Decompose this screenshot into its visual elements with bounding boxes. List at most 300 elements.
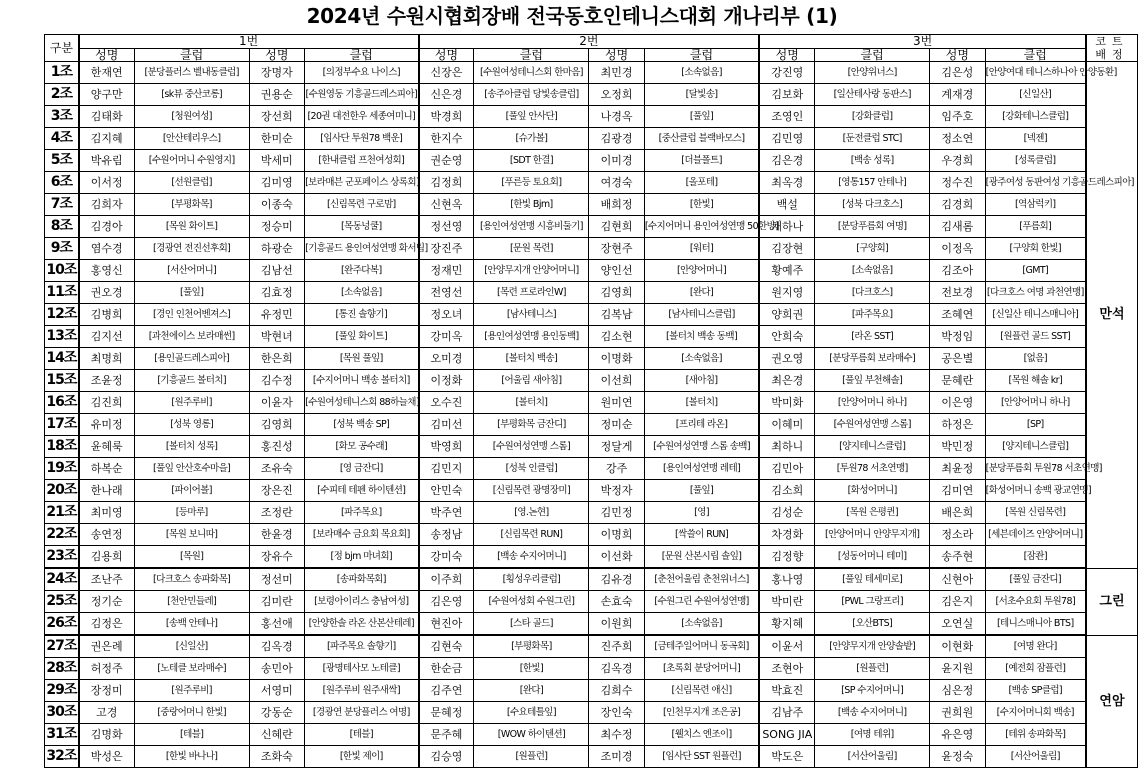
player-club: [원주루비] (134, 392, 249, 414)
player-name: 김영희 (249, 414, 304, 436)
player-name: 장진주 (419, 238, 474, 260)
player-club: [경인 인천어벤져스] (134, 304, 249, 326)
player-name: 배희정 (589, 194, 644, 216)
player-name: 조화숙 (249, 746, 304, 768)
bracket-body (45, 62, 1138, 768)
player-club: [신일산 테니스매니아] (985, 304, 1086, 326)
player-name: 문주혜 (419, 724, 474, 746)
player-club: [수원여성테니스회 88하늘채] (305, 392, 419, 414)
player-club: [잠좐] (985, 546, 1086, 569)
player-name: 심은정 (930, 680, 985, 702)
player-name: 김광경 (589, 128, 644, 150)
player-club: [풀잎 금잔디] (985, 568, 1086, 591)
player-name: 황지혜 (759, 613, 814, 636)
player-club: [서산어울림] (985, 746, 1086, 768)
group-header: 구분 (45, 35, 79, 62)
player-club: [한빛] (474, 658, 589, 680)
player-club: [횡성우리클럽] (474, 568, 589, 591)
player-club: [임사단 투원78 백운] (305, 128, 419, 150)
group-row (45, 392, 1138, 414)
player-club: [등마루] (134, 502, 249, 524)
player-club: [성북 다크호스] (815, 194, 930, 216)
player-name: 한지수 (419, 128, 474, 150)
player-club: [볼터치 백송 동백] (644, 326, 759, 348)
player-name: 강미옥 (419, 326, 474, 348)
player-club: [춘천어울림 춘천위너스] (644, 568, 759, 591)
group-row (45, 260, 1138, 282)
player-club: [SDT 한결] (474, 150, 589, 172)
player-club: [인천무지개 조은공] (644, 702, 759, 724)
player-name: 하광순 (249, 238, 304, 260)
player-club: [남사테니스] (474, 304, 589, 326)
player-name: 박현녀 (249, 326, 304, 348)
player-name: 전보경 (930, 282, 985, 304)
player-club: [목원 신림목련] (985, 502, 1086, 524)
player-club: [20권 대전한우 세종여미니] (305, 106, 419, 128)
player-club: [새아침] (644, 370, 759, 392)
player-club: [수원어머니 수원영지] (134, 150, 249, 172)
player-name: 이윤자 (249, 392, 304, 414)
player-name: 김병희 (79, 304, 134, 326)
player-name: 김미영 (249, 172, 304, 194)
player-name: 장현주 (589, 238, 644, 260)
player-club: [안산테리우스] (134, 128, 249, 150)
player-name: 박정자 (589, 480, 644, 502)
player-name: 김민영 (759, 128, 814, 150)
player-club: [수원영동 기흥골드레스피아] (305, 84, 419, 106)
group-label: 17조 (45, 414, 79, 436)
player-name: 김현숙 (419, 635, 474, 658)
player-club: [볼터치 백송] (474, 348, 589, 370)
court-assignment: 만석 (1086, 62, 1138, 569)
player-club: [오산BTS] (815, 613, 930, 636)
player-name: 권오경 (79, 282, 134, 304)
player-club: [원플런] (474, 746, 589, 768)
player-club: [서산어울림] (815, 746, 930, 768)
player-name: 장선희 (249, 106, 304, 128)
player-name: 유은영 (930, 724, 985, 746)
player-club: [안양어머니 하나] (815, 392, 930, 414)
player-club: [강화클럽] (815, 106, 930, 128)
player-name: 김승영 (419, 746, 474, 768)
bracket-table (44, 34, 1138, 768)
player-club: [수원여성연맹 스롬] (474, 436, 589, 458)
player-club: [성동어머니 테미] (815, 546, 930, 569)
player-name: 정소라 (930, 524, 985, 546)
player-club: [수원그린 수원여성연맹] (644, 591, 759, 613)
group-label: 8조 (45, 216, 79, 238)
player-name: 장은진 (249, 480, 304, 502)
player-club: [투원78 서초연맹] (815, 458, 930, 480)
player-name: 장유수 (249, 546, 304, 569)
player-club: [파주목요] (305, 502, 419, 524)
player-name: 정오녀 (419, 304, 474, 326)
player-name: 김옥경 (249, 635, 304, 658)
player-club: [경광연 분당플러스 여명] (305, 702, 419, 724)
player-club: [문원 목련] (474, 238, 589, 260)
player-name: 임주호 (930, 106, 985, 128)
player-name: 이원희 (589, 613, 644, 636)
club-col-header: 클럽 (474, 48, 589, 62)
group-row (45, 568, 1138, 591)
player-club: [한빛 제이] (305, 746, 419, 768)
group-row (45, 414, 1138, 436)
group-row (45, 480, 1138, 502)
player-club: [목원 은평퀸] (815, 502, 930, 524)
player-club: [목원 풀잎] (305, 348, 419, 370)
player-club: [부평화목] (474, 635, 589, 658)
player-club: [화모 공수래] (305, 436, 419, 458)
player-club: [용인여성연맹 시흥비둘기] (474, 216, 589, 238)
player-name: 박유림 (79, 150, 134, 172)
player-name: 이현화 (930, 635, 985, 658)
player-club: [목원] (134, 546, 249, 569)
player-name: 김민지 (419, 458, 474, 480)
player-club: [광명테사모 노테클] (305, 658, 419, 680)
player-name: 우경희 (930, 150, 985, 172)
player-club: [송주아클럽 당빛송클럽] (474, 84, 589, 106)
player-name: 여경숙 (589, 172, 644, 194)
player-name: 하복순 (79, 458, 134, 480)
player-club: [목원 해솔 kr] (985, 370, 1086, 392)
player-club: [용인골드레스피아] (134, 348, 249, 370)
group-label: 1조 (45, 62, 79, 84)
player-name: 박미란 (759, 591, 814, 613)
player-name: 장명자 (249, 62, 304, 84)
player-name: 나경옥 (589, 106, 644, 128)
player-club: [영 금잔디] (305, 458, 419, 480)
group-label: 24조 (45, 568, 79, 591)
group-label: 29조 (45, 680, 79, 702)
player-club: [금테주일어머니 동곡회] (644, 635, 759, 658)
player-name: 박경희 (419, 106, 474, 128)
player-name: 강진영 (759, 62, 814, 84)
player-club: [세븐데이즈 안양어머니] (985, 524, 1086, 546)
player-club: [sk뷰 중산코롱] (134, 84, 249, 106)
player-name: 박민정 (930, 436, 985, 458)
player-club: [없음] (985, 348, 1086, 370)
player-club: [슈가볼] (474, 128, 589, 150)
player-name: 권용순 (249, 84, 304, 106)
player-name: 한순금 (419, 658, 474, 680)
player-name: 배은희 (930, 502, 985, 524)
player-name: 김남주 (759, 702, 814, 724)
player-name: 정재민 (419, 260, 474, 282)
player-club: [성북 영롱] (134, 414, 249, 436)
player-club: [목련 프로라인W] (474, 282, 589, 304)
player-name: 김은영 (419, 591, 474, 613)
player-club: [신림목련 애신] (644, 680, 759, 702)
player-club: [영통157 안테나] (815, 172, 930, 194)
player-name: 정기순 (79, 591, 134, 613)
player-name: 양희권 (759, 304, 814, 326)
group-label: 2조 (45, 84, 79, 106)
group-row (45, 458, 1138, 480)
player-name: 안희숙 (759, 326, 814, 348)
player-club: [테위 송파화목] (985, 724, 1086, 746)
player-name: 원지영 (759, 282, 814, 304)
player-name: 유정민 (249, 304, 304, 326)
court-assignment: 그린 (1086, 568, 1138, 635)
player-name: 김민아 (759, 458, 814, 480)
group-row (45, 172, 1138, 194)
group-label: 27조 (45, 635, 79, 658)
player-club: [푸름회] (985, 216, 1086, 238)
player-club: [GMT] (985, 260, 1086, 282)
player-club: [한빛 바나나] (134, 746, 249, 768)
player-club: [보령아이리스 충남여성] (305, 591, 419, 613)
player-name: 신은경 (419, 84, 474, 106)
player-name: 송주현 (930, 546, 985, 569)
player-club: [소속없음] (305, 282, 419, 304)
player-name: 이명희 (589, 524, 644, 546)
player-name: 정소연 (930, 128, 985, 150)
player-club: [싹쓸이 RUN] (644, 524, 759, 546)
player-name: 송연정 (79, 524, 134, 546)
player-club: [신림목련 구로맘] (305, 194, 419, 216)
player-name: 이주희 (419, 568, 474, 591)
player-name: 박정임 (930, 326, 985, 348)
group-label: 30조 (45, 702, 79, 724)
player-name: 이선희 (589, 370, 644, 392)
player-club: [풀잎 안산호수마을] (134, 458, 249, 480)
player-name: 김미연 (930, 480, 985, 502)
player-club: [소속없음] (644, 62, 759, 84)
player-club: [기흥골드 용인여성연맹 화서팀] (305, 238, 419, 260)
player-club: [올포테] (644, 172, 759, 194)
player-club: [풀잎] (644, 480, 759, 502)
group-row (45, 591, 1138, 613)
player-club: [강화테니스클럽] (985, 106, 1086, 128)
group-row (45, 282, 1138, 304)
player-club: [둔전클럽 STC] (815, 128, 930, 150)
player-club: [완다] (474, 680, 589, 702)
player-club: [수피테 테펜 하이텐션] (305, 480, 419, 502)
player-club: [기흥골드 볼터치] (134, 370, 249, 392)
player-name: 김복남 (589, 304, 644, 326)
player-name: 신장은 (419, 62, 474, 84)
player-name: 김정은 (79, 613, 134, 636)
player-name: 김소희 (759, 480, 814, 502)
club-col-header: 클럽 (985, 48, 1086, 62)
player-name: 신혜란 (249, 724, 304, 746)
player-name: 차경화 (759, 524, 814, 546)
player-name: 윤지원 (930, 658, 985, 680)
player-name: 강미숙 (419, 546, 474, 569)
player-club: [웰치스 엔조이] (644, 724, 759, 746)
player-club: [부평화목 금잔디] (474, 414, 589, 436)
name-col-header: 성명 (419, 48, 474, 62)
player-club: [성록클럽] (985, 150, 1086, 172)
player-club: [문원 산본시립 솔잎] (644, 546, 759, 569)
group-row (45, 370, 1138, 392)
club-col-header: 클럽 (305, 48, 419, 62)
player-name: 김태화 (79, 106, 134, 128)
player-club: [광주여성 동판여성 기흥골드레스피아] (985, 172, 1086, 194)
section-header-3: 3번 (759, 35, 1086, 49)
player-club: [화성어머니 송백 광교연맹] (985, 480, 1086, 502)
player-name: 오정희 (589, 84, 644, 106)
player-name: 신현옥 (419, 194, 474, 216)
player-name: 김새롬 (930, 216, 985, 238)
group-row (45, 238, 1138, 260)
player-name: 이정화 (419, 370, 474, 392)
player-name: 김지혜 (79, 128, 134, 150)
player-club: [워터] (644, 238, 759, 260)
player-name: 김정희 (419, 172, 474, 194)
player-name: 계재경 (930, 84, 985, 106)
player-name: 권순영 (419, 150, 474, 172)
group-row (45, 658, 1138, 680)
player-club: [볼터치] (474, 392, 589, 414)
player-name: 최옥경 (759, 172, 814, 194)
player-club: [중산클럽 블랙바모스] (644, 128, 759, 150)
player-club: [중랑어머니 한빛] (134, 702, 249, 724)
player-name: 김진희 (79, 392, 134, 414)
player-club: [목원 보니따] (134, 524, 249, 546)
player-name: 권은례 (79, 635, 134, 658)
group-row (45, 436, 1138, 458)
group-label: 16조 (45, 392, 79, 414)
player-name: 최은경 (759, 370, 814, 392)
player-name: 김은성 (930, 62, 985, 84)
player-name: 조미경 (589, 746, 644, 768)
player-name: 정달게 (589, 436, 644, 458)
player-name: 김경아 (79, 216, 134, 238)
player-name: 김옥경 (589, 658, 644, 680)
name-col-header: 성명 (930, 48, 985, 62)
player-club: [테블] (134, 724, 249, 746)
group-row (45, 524, 1138, 546)
player-club: [의정부수요 나이스] (305, 62, 419, 84)
player-name: 오미경 (419, 348, 474, 370)
player-name: 김민정 (589, 502, 644, 524)
player-name: 박영희 (419, 436, 474, 458)
player-name: 김수정 (249, 370, 304, 392)
player-name: 김소현 (589, 326, 644, 348)
group-row (45, 635, 1138, 658)
player-club: [송백 안테나] (134, 613, 249, 636)
player-name: 현진아 (419, 613, 474, 636)
player-name: 송민아 (249, 658, 304, 680)
player-name: 김성순 (759, 502, 814, 524)
player-name: 조혜연 (930, 304, 985, 326)
group-label: 31조 (45, 724, 79, 746)
player-name: 안민숙 (419, 480, 474, 502)
player-club: [SP 수지어머니] (815, 680, 930, 702)
player-name: 박미화 (759, 392, 814, 414)
player-club: [목동넝쿨] (305, 216, 419, 238)
group-row (45, 746, 1138, 768)
group-label: 11조 (45, 282, 79, 304)
player-name: 박성은 (79, 746, 134, 768)
player-club: [수지어머니 백송 볼터치] (305, 370, 419, 392)
player-name: 정선영 (419, 216, 474, 238)
group-row (45, 194, 1138, 216)
player-club: [파주목요] (815, 304, 930, 326)
player-club: [수원여성회 수원그린] (474, 591, 589, 613)
player-club: [분당푸름회 여명] (815, 216, 930, 238)
player-name: 최하니 (759, 436, 814, 458)
player-name: 한은희 (249, 348, 304, 370)
player-club: [스타 골드] (474, 613, 589, 636)
player-club: [풀잎 테세미로] (815, 568, 930, 591)
player-club: [성북 백송 SP] (305, 414, 419, 436)
player-club: [서산어머니] (134, 260, 249, 282)
player-club: [초록회 분당어머니] (644, 658, 759, 680)
player-name: 김지선 (79, 326, 134, 348)
group-label: 23조 (45, 546, 79, 569)
player-name: 최민경 (589, 62, 644, 84)
group-row (45, 150, 1138, 172)
player-name: 최명희 (79, 348, 134, 370)
player-club: [정 bjm 마녀회] (305, 546, 419, 569)
player-club: [안양위너스] (815, 62, 930, 84)
player-name: 정선미 (249, 568, 304, 591)
group-row (45, 546, 1138, 569)
player-name: 박세미 (249, 150, 304, 172)
player-club: [풀잎] (134, 282, 249, 304)
section-header-1: 1번 (79, 35, 419, 49)
player-name: 윤혜룩 (79, 436, 134, 458)
player-name: 홍영신 (79, 260, 134, 282)
player-name: 김은지 (930, 591, 985, 613)
player-club: [역삼럭키] (985, 194, 1086, 216)
player-name: 김주연 (419, 680, 474, 702)
player-club: [푸른등 토요회] (474, 172, 589, 194)
court-assignment: 연암 (1086, 635, 1138, 768)
player-club: [신일산] (985, 84, 1086, 106)
player-club: [다크호스] (815, 282, 930, 304)
player-club: [통진 솔향기] (305, 304, 419, 326)
player-club: [넥젠] (985, 128, 1086, 150)
player-club: [보라매수 금요회 목요회] (305, 524, 419, 546)
player-name: 백설 (759, 194, 814, 216)
player-club: [파주목요 솔향기] (305, 635, 419, 658)
player-name: 송정남 (419, 524, 474, 546)
player-name: 이혜미 (759, 414, 814, 436)
player-name: 원미연 (589, 392, 644, 414)
player-name: 이정옥 (930, 238, 985, 260)
page-title: 2024년 수원시협회장배 전국동호인테니스대회 개나리부 (1) (306, 4, 838, 28)
player-club: [원주루비 원주새싹] (305, 680, 419, 702)
court-header: 코트 배정 (1086, 35, 1138, 62)
player-name: 채하나 (759, 216, 814, 238)
player-club: [완주다복] (305, 260, 419, 282)
player-name: 하정은 (930, 414, 985, 436)
club-col-header: 클럽 (134, 48, 249, 62)
player-name: 서영미 (249, 680, 304, 702)
player-club: [안양어머니] (644, 260, 759, 282)
player-club: [신림목련 광명장미] (474, 480, 589, 502)
player-name: 김현희 (589, 216, 644, 238)
player-name: 정미순 (589, 414, 644, 436)
group-label: 9조 (45, 238, 79, 260)
player-name: 최수정 (589, 724, 644, 746)
player-club: [라온 SST] (815, 326, 930, 348)
player-club: [부평화목] (134, 194, 249, 216)
player-club: [안양한솔 라온 산본산테레] (305, 613, 419, 636)
player-name: 문혜란 (930, 370, 985, 392)
player-name: 한미순 (249, 128, 304, 150)
player-club: [수지어머니회 백송] (985, 702, 1086, 724)
group-label: 3조 (45, 106, 79, 128)
group-label: 22조 (45, 524, 79, 546)
player-name: 권희원 (930, 702, 985, 724)
player-name: 오수진 (419, 392, 474, 414)
player-club: [분당푸름회 보라매수] (815, 348, 930, 370)
player-name: 전영선 (419, 282, 474, 304)
